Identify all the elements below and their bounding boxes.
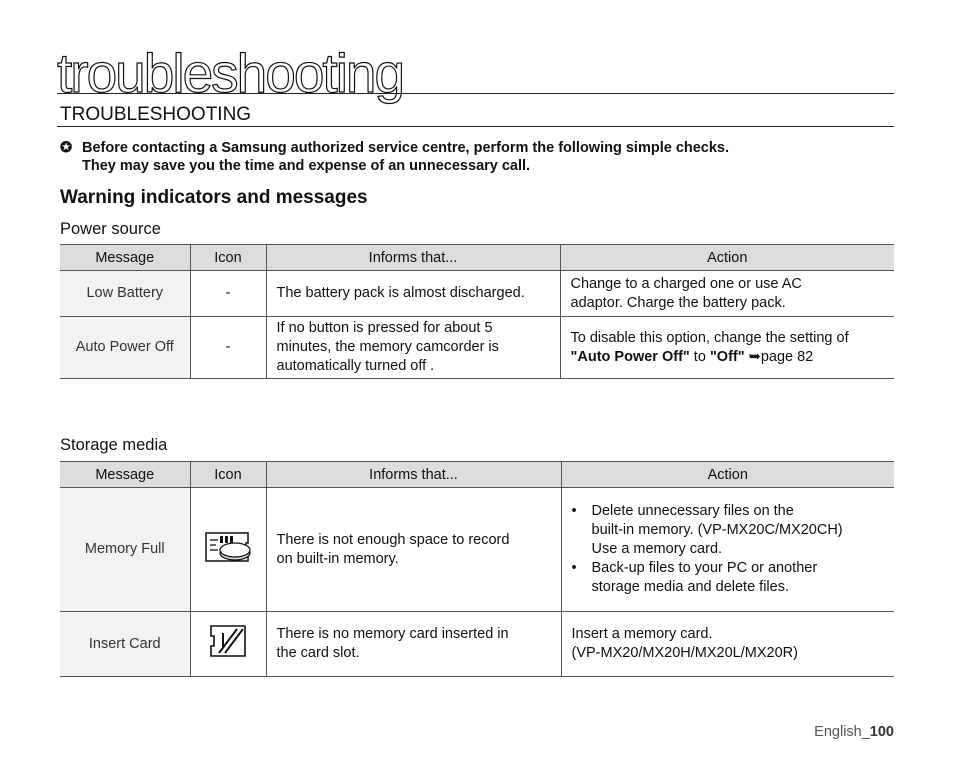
table-header-row xyxy=(60,462,894,488)
page-number: 100 xyxy=(869,724,894,740)
action-line: Change to a charged one or use AC xyxy=(570,275,802,292)
table-row xyxy=(60,271,894,317)
insert-card-icon xyxy=(207,623,249,659)
action-line: • Back-up files to your PC or another xyxy=(591,560,818,576)
row-action xyxy=(561,612,894,677)
row-message: Insert Card xyxy=(60,612,190,677)
row-message: Low Battery xyxy=(60,271,190,317)
intro-line-1: Before contacting a Samsung authorized service centre, perform the following simple checks. xyxy=(82,140,730,156)
intro-line-2: They may save you the time and expense of an unnecessary call. xyxy=(82,158,531,174)
header-informs: Informs that... xyxy=(266,245,560,271)
action-line: (VP-MX20/MX20H/MX20L/MX20R) xyxy=(571,645,798,661)
table-header-row xyxy=(60,245,894,271)
action-line: • Delete unnecessary files on the xyxy=(591,503,794,519)
action-bullet xyxy=(592,559,885,597)
header-informs: Informs that... xyxy=(266,462,561,488)
row-action xyxy=(561,488,894,612)
informs-line: automatically turned off . xyxy=(276,358,435,374)
action-line: adaptor. Charge the battery pack. xyxy=(570,294,786,311)
informs-line: on built-in memory. xyxy=(276,550,399,567)
page-arrow-icon: ➥ xyxy=(744,348,761,365)
row-message: Memory Full xyxy=(60,488,190,612)
row-informs xyxy=(266,612,561,677)
row-informs xyxy=(266,317,560,379)
action-connector: to xyxy=(689,348,710,365)
row-icon: - xyxy=(190,317,266,379)
page-footer xyxy=(814,724,894,740)
note-bullet-icon: ✪ xyxy=(60,140,73,156)
storage-media-table xyxy=(60,461,894,677)
section-heading: TROUBLESHOOTING xyxy=(60,104,252,125)
table-row xyxy=(60,488,894,612)
informs-line: There is no memory card inserted in xyxy=(276,626,509,642)
action-bullet xyxy=(592,502,885,559)
informs-line: If no button is pressed for about 5 xyxy=(276,320,493,336)
setting-value: "Off" xyxy=(709,348,745,365)
action-line: Use a memory card. xyxy=(591,541,723,557)
header-action: Action xyxy=(560,245,894,271)
footer-language: English_ xyxy=(814,724,870,740)
header-message: Message xyxy=(60,462,190,488)
row-informs xyxy=(266,488,561,612)
row-informs: The battery pack is almost discharged. xyxy=(266,271,560,317)
row-action xyxy=(560,317,894,379)
informs-line: the card slot. xyxy=(276,645,360,661)
row-icon-cell xyxy=(190,612,266,677)
intro-note xyxy=(60,139,729,175)
action-line: To disable this option, change the setting of xyxy=(570,329,849,346)
action-line: Insert a memory card. xyxy=(571,626,713,642)
action-line: built-in memory. (VP-MX20C/MX20CH) xyxy=(591,522,843,538)
row-message: Auto Power Off xyxy=(60,317,190,379)
power-source-title: Power source xyxy=(60,220,161,238)
power-source-table xyxy=(60,244,894,379)
header-icon: Icon xyxy=(190,245,266,271)
action-line xyxy=(571,348,885,367)
action-list xyxy=(572,502,885,597)
table-row xyxy=(60,317,894,379)
table-row xyxy=(60,612,894,677)
page-reference: page 82 xyxy=(760,348,814,365)
informs-line: There is not enough space to record xyxy=(276,531,510,548)
informs-line: minutes, the memory camcorder is xyxy=(276,339,499,355)
row-icon: - xyxy=(190,271,266,317)
storage-media-title: Storage media xyxy=(60,436,168,454)
header-action: Action xyxy=(561,462,894,488)
section-divider xyxy=(57,126,894,127)
memory-full-icon xyxy=(202,529,254,565)
setting-name: "Auto Power Off" xyxy=(570,348,690,365)
row-icon-cell xyxy=(190,488,266,612)
row-action xyxy=(560,271,894,317)
header-message: Message xyxy=(60,245,190,271)
action-line: storage media and delete files. xyxy=(591,579,789,595)
subheading: Warning indicators and messages xyxy=(60,187,368,208)
title-divider xyxy=(57,93,894,94)
header-icon: Icon xyxy=(190,462,266,488)
page-big-title: troubleshooting xyxy=(57,42,404,104)
